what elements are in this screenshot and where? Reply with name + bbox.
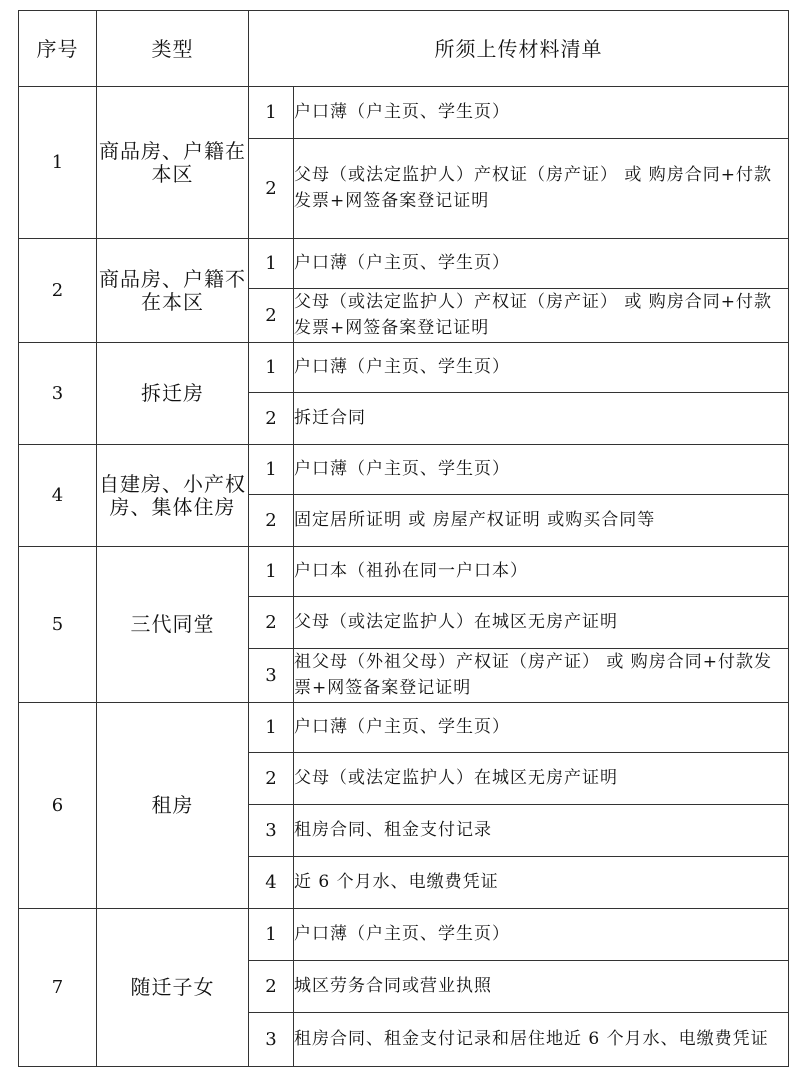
item-text: 户口薄（户主页、学生页） — [294, 445, 789, 495]
header-materials: 所须上传材料清单 — [249, 11, 789, 87]
group-type: 商品房、户籍不在本区 — [97, 239, 249, 343]
item-text: 租房合同、租金支付记录 — [294, 805, 789, 857]
table-row — [19, 343, 789, 393]
group-type: 拆迁房 — [97, 343, 249, 445]
item-number: 1 — [249, 547, 294, 597]
item-text: 父母（或法定监护人）产权证（房产证） 或 购房合同+付款发票+网签备案登记证明 — [294, 289, 789, 343]
group-seq: 5 — [19, 547, 97, 703]
item-text: 近 6 个月水、电缴费凭证 — [294, 857, 789, 909]
item-text: 户口薄（户主页、学生页） — [294, 703, 789, 753]
table-row — [19, 239, 789, 289]
item-number: 2 — [249, 597, 294, 649]
item-number: 2 — [249, 495, 294, 547]
table-row — [19, 87, 789, 139]
materials-table — [18, 10, 789, 1067]
group-type: 租房 — [97, 703, 249, 909]
item-text: 户口薄（户主页、学生页） — [294, 343, 789, 393]
item-number: 2 — [249, 289, 294, 343]
item-text: 户口薄（户主页、学生页） — [294, 87, 789, 139]
item-text: 父母（或法定监护人）在城区无房产证明 — [294, 597, 789, 649]
item-number: 1 — [249, 239, 294, 289]
header-row — [19, 11, 789, 87]
group-type: 自建房、小产权房、集体住房 — [97, 445, 249, 547]
item-text: 租房合同、租金支付记录和居住地近 6 个月水、电缴费凭证 — [294, 1013, 789, 1067]
item-text: 城区劳务合同或营业执照 — [294, 961, 789, 1013]
group-type: 商品房、户籍在本区 — [97, 87, 249, 239]
item-text: 户口薄（户主页、学生页） — [294, 909, 789, 961]
item-number: 2 — [249, 393, 294, 445]
item-number: 2 — [249, 753, 294, 805]
group-type: 三代同堂 — [97, 547, 249, 703]
item-number: 1 — [249, 87, 294, 139]
group-seq: 3 — [19, 343, 97, 445]
item-text: 拆迁合同 — [294, 393, 789, 445]
item-number: 1 — [249, 445, 294, 495]
table-row — [19, 909, 789, 961]
header-seq: 序号 — [19, 11, 97, 87]
group-seq: 1 — [19, 87, 97, 239]
table-body — [19, 87, 789, 1067]
item-text: 户口本（祖孙在同一户口本） — [294, 547, 789, 597]
item-number: 3 — [249, 1013, 294, 1067]
item-number: 2 — [249, 139, 294, 239]
item-text: 父母（或法定监护人）在城区无房产证明 — [294, 753, 789, 805]
header-type: 类型 — [97, 11, 249, 87]
group-seq: 2 — [19, 239, 97, 343]
item-number: 3 — [249, 805, 294, 857]
table-row — [19, 445, 789, 495]
item-text: 户口薄（户主页、学生页） — [294, 239, 789, 289]
item-text: 祖父母（外祖父母）产权证（房产证） 或 购房合同+付款发票+网签备案登记证明 — [294, 649, 789, 703]
group-seq: 4 — [19, 445, 97, 547]
item-text: 父母（或法定监护人）产权证（房产证） 或 购房合同+付款发票+网签备案登记证明 — [294, 139, 789, 239]
item-number: 2 — [249, 961, 294, 1013]
item-number: 4 — [249, 857, 294, 909]
item-number: 1 — [249, 343, 294, 393]
item-text: 固定居所证明 或 房屋产权证明 或购买合同等 — [294, 495, 789, 547]
item-number: 1 — [249, 909, 294, 961]
group-type: 随迁子女 — [97, 909, 249, 1067]
table-row — [19, 547, 789, 597]
group-seq: 7 — [19, 909, 97, 1067]
item-number: 1 — [249, 703, 294, 753]
group-seq: 6 — [19, 703, 97, 909]
item-number: 3 — [249, 649, 294, 703]
table-row — [19, 703, 789, 753]
